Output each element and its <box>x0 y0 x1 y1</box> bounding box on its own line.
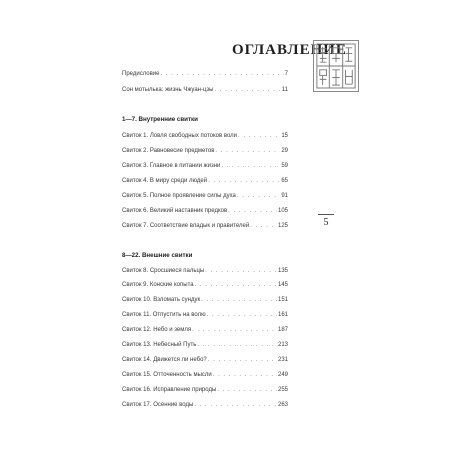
leader-dots <box>221 163 280 169</box>
toc-entry[interactable] <box>122 163 288 172</box>
toc-entry[interactable] <box>122 342 288 351</box>
toc-entry[interactable] <box>122 402 288 411</box>
toc-entry-page: 249 <box>277 372 288 378</box>
leader-dots <box>238 133 280 139</box>
toc-entry[interactable] <box>122 297 288 306</box>
toc-entry-label: Свиток 12. Небо и земля <box>122 327 192 333</box>
toc-entry-page: 161 <box>277 312 288 318</box>
toc-entry[interactable] <box>122 193 288 202</box>
toc-entry-page: 59 <box>281 163 288 169</box>
toc-entry-label: Свиток 6. Великий наставник предков <box>122 208 228 214</box>
toc-entry[interactable] <box>122 71 288 80</box>
toc-entry-page: 65 <box>281 178 288 184</box>
toc-entry-label: Свиток 15. Отточенность мысли <box>122 372 212 378</box>
page-number <box>318 214 334 228</box>
toc-entry[interactable] <box>122 223 288 232</box>
toc-entry-label: Свиток 2. Равновесие предметов <box>122 148 215 154</box>
page-title: ОГЛАВЛЕНИЕ <box>232 42 347 58</box>
toc-entry-label: Свиток 17. Осенние воды <box>122 402 194 408</box>
toc-entry-label: Предисловие <box>122 71 160 77</box>
leader-dots <box>207 312 277 318</box>
toc-entry-label: Свиток 9. Конские копыта <box>122 282 194 288</box>
leader-dots <box>237 193 280 199</box>
toc-entry-page: 213 <box>277 342 288 348</box>
toc-entry-page: 231 <box>277 357 288 363</box>
toc-entry-page: 187 <box>277 327 288 333</box>
toc-entry-label: Свиток 5. Полное проявление силы духа <box>122 193 236 199</box>
toc-entry[interactable] <box>122 327 288 336</box>
toc-entry[interactable] <box>122 372 288 381</box>
folio-rule <box>318 214 334 215</box>
leader-dots <box>205 268 277 274</box>
seal-icon <box>314 41 358 91</box>
toc-entry[interactable] <box>122 178 288 187</box>
toc-entry-label: Свиток 10. Взломать сундук <box>122 297 201 303</box>
leader-dots <box>214 87 280 93</box>
leader-dots <box>194 402 277 408</box>
leader-dots <box>213 372 277 378</box>
toc-entry-page: 135 <box>277 268 288 274</box>
leader-dots <box>250 223 277 229</box>
toc-entry[interactable] <box>122 268 288 277</box>
toc-entry[interactable] <box>122 148 288 157</box>
toc-entry-page: 263 <box>277 402 288 408</box>
leader-dots <box>192 327 277 333</box>
toc-entry-label: Свиток 7. Соответствие владык и правителей <box>122 223 250 229</box>
toc-entry-label: Свиток 4. В миру среди людей <box>122 178 208 184</box>
toc-entry[interactable] <box>122 387 288 396</box>
leader-dots <box>228 208 277 214</box>
leader-dots <box>215 148 280 154</box>
toc-entry-page: 11 <box>281 87 288 93</box>
toc-entry-page: 125 <box>277 223 288 229</box>
toc-entry-page: 145 <box>277 282 288 288</box>
toc-entry[interactable] <box>122 87 288 96</box>
toc-entry-page: 7 <box>284 71 288 77</box>
toc-entry-label: Свиток 14. Движется ли небо? <box>122 357 207 363</box>
leader-dots <box>208 357 277 363</box>
toc-entry[interactable] <box>122 312 288 321</box>
leader-dots <box>208 178 280 184</box>
toc-entry-page: 29 <box>281 148 288 154</box>
toc-entry[interactable] <box>122 208 288 217</box>
toc-entry-label: Свиток 8. Сросшиеся пальцы <box>122 268 205 274</box>
toc-entry-label: Свиток 13. Небесный Путь <box>122 342 197 348</box>
toc-entry[interactable] <box>122 357 288 366</box>
toc-entry[interactable] <box>122 133 288 142</box>
toc-entry-page: 105 <box>277 208 288 214</box>
leader-dots <box>201 297 277 303</box>
toc-entry[interactable] <box>122 282 288 291</box>
section-heading: 8—22. Внешние свитки <box>122 252 193 259</box>
leader-dots <box>195 282 277 288</box>
toc-entry-page: 91 <box>281 193 288 199</box>
toc-entry-label: Свиток 16. Исправление природы <box>122 387 217 393</box>
toc-entry-label: Свиток 3. Главное в питании жизни <box>122 163 221 169</box>
toc-entry-label: Сон мотылька: жизнь Чжуан-цзы <box>122 87 214 93</box>
leader-dots <box>161 71 284 77</box>
toc-entry-page: 15 <box>281 133 288 139</box>
leader-dots <box>217 387 277 393</box>
toc-entry-page: 255 <box>277 387 288 393</box>
chinese-seal-stamp <box>313 40 359 92</box>
toc-entry-label: Свиток 1. Ловля свободных потоков воли <box>122 133 238 139</box>
toc-entry-page: 151 <box>277 297 288 303</box>
toc-entry-label: Свиток 11. Отпустить на волю <box>122 312 206 318</box>
section-heading: 1—7. Внутренние свитки <box>122 116 198 123</box>
leader-dots <box>197 342 277 348</box>
page-number-value: 5 <box>323 217 329 228</box>
